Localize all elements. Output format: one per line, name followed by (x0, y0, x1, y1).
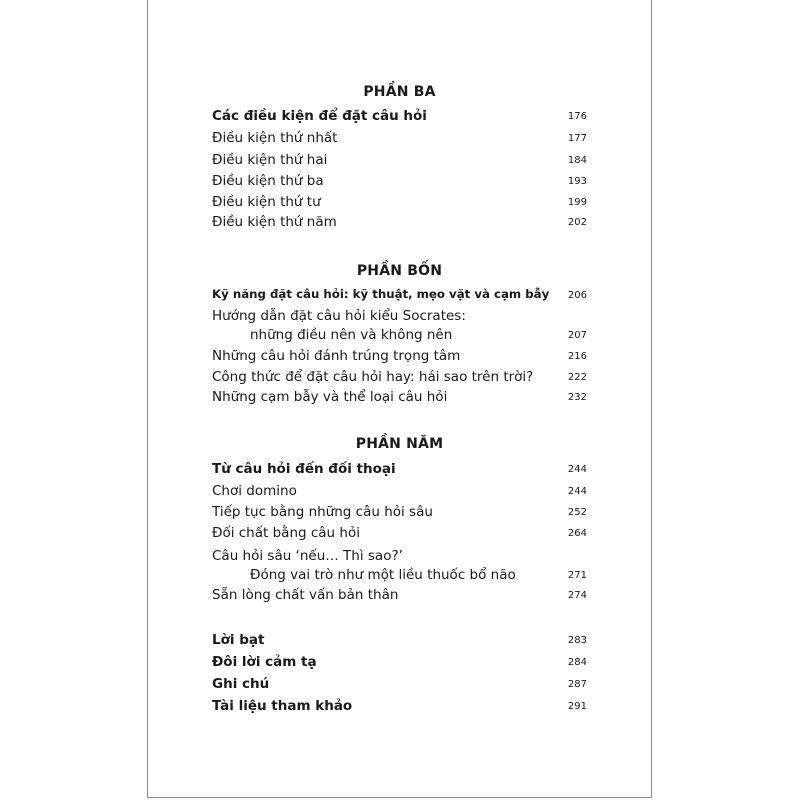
toc-entry-title: Ghi chú (212, 676, 270, 692)
toc-entry (212, 152, 587, 170)
toc-entry-title: Lời bạt (212, 632, 265, 648)
toc-entry-title: Hướng dẫn đặt câu hỏi kiểu Socrates: (212, 308, 466, 324)
toc-entry (212, 369, 587, 387)
toc-entry-page: 216 (567, 351, 587, 362)
toc-entry-title: Chơi domino (212, 483, 297, 499)
toc-entry-title: Câu hỏi sâu ‘nếu… Thì sao?’ (212, 548, 403, 564)
toc-entry (212, 676, 587, 694)
toc-entry (212, 108, 587, 126)
toc-entry-page: 199 (567, 197, 587, 208)
toc-entry (212, 654, 587, 672)
section-heading: PHẦN NĂM (355, 436, 444, 452)
toc-entry-page: 244 (567, 486, 587, 497)
toc-entry (212, 194, 587, 212)
toc-entry-title-line2: Đóng vai trò như một liều thuốc bổ não (250, 567, 516, 583)
toc-entry-page: 252 (567, 507, 587, 518)
toc-entry-title: Đối chất bằng câu hỏi (212, 525, 360, 541)
toc-entry (212, 504, 587, 522)
toc-entry-title: Điều kiện thứ tư (212, 194, 321, 210)
toc-entry-title-line2: những điều nên và không nên (250, 327, 453, 343)
toc-entry-page: 291 (567, 701, 587, 712)
toc-entry (212, 483, 587, 501)
toc-entry (212, 214, 587, 232)
toc-entry-title: Những câu hỏi đánh trúng trọng tâm (212, 348, 461, 364)
toc-entry-page: 232 (567, 392, 587, 403)
toc-entry-page: 283 (567, 635, 587, 646)
toc-entry-title: Từ câu hỏi đến đối thoại (212, 461, 396, 477)
toc-entry (212, 525, 587, 543)
toc-entry-continuation (212, 327, 587, 345)
toc-entry-page: 193 (567, 176, 587, 187)
toc-entry (212, 461, 587, 479)
toc-entry (212, 389, 587, 407)
toc-entry-page: 271 (567, 570, 587, 581)
toc-entry-page: 177 (567, 133, 587, 144)
toc-entry-page: 264 (567, 528, 587, 539)
section-heading: PHẦN BỐN (356, 263, 443, 279)
toc-entry-page: 244 (567, 464, 587, 475)
toc-entry-title: Kỹ năng đặt câu hỏi: kỹ thuật, mẹo vặt và cạm bẫy (212, 287, 550, 301)
toc-entry-continuation (212, 567, 587, 585)
toc-entry-title: Những cạm bẫy và thể loại câu hỏi (212, 389, 448, 405)
toc-entry-title: Đôi lời cảm tạ (212, 654, 317, 670)
toc-entry-title: Điều kiện thứ năm (212, 214, 337, 230)
toc-entry (212, 632, 587, 650)
toc-entry (212, 587, 587, 605)
toc-entry-page: 176 (567, 111, 587, 122)
toc-entry (212, 698, 587, 716)
toc-entry-page: 184 (567, 155, 587, 166)
toc-entry-title: Điều kiện thứ ba (212, 173, 324, 189)
toc-entry (212, 173, 587, 191)
toc-entry-title: Tài liệu tham khảo (212, 698, 353, 714)
toc-entry (212, 130, 587, 148)
toc-entry-page: 284 (567, 657, 587, 668)
toc-entry-title: Các điều kiện để đặt câu hỏi (212, 108, 427, 124)
toc-entry (212, 308, 587, 326)
toc-entry-page: 222 (567, 372, 587, 383)
toc-entry-page: 287 (567, 679, 587, 690)
toc-entry-title: Sẵn lòng chất vấn bản thân (212, 587, 399, 603)
toc-entry-title: Công thức để đặt câu hỏi hay: hái sao trên trời? (212, 369, 534, 385)
toc-entry (212, 548, 587, 566)
toc-entry-page: 206 (567, 290, 587, 301)
toc-entry-title: Điều kiện thứ nhất (212, 130, 338, 146)
toc-entry-page: 207 (567, 330, 587, 341)
toc-entry-title: Điều kiện thứ hai (212, 152, 328, 168)
section-heading: PHẦN BA (363, 84, 436, 100)
toc-entry-title: Tiếp tục bằng những câu hỏi sâu (212, 504, 433, 520)
toc-entry (212, 348, 587, 366)
toc-entry-page: 274 (567, 590, 587, 601)
toc-entry-page: 202 (567, 217, 587, 228)
toc-entry (212, 287, 587, 305)
